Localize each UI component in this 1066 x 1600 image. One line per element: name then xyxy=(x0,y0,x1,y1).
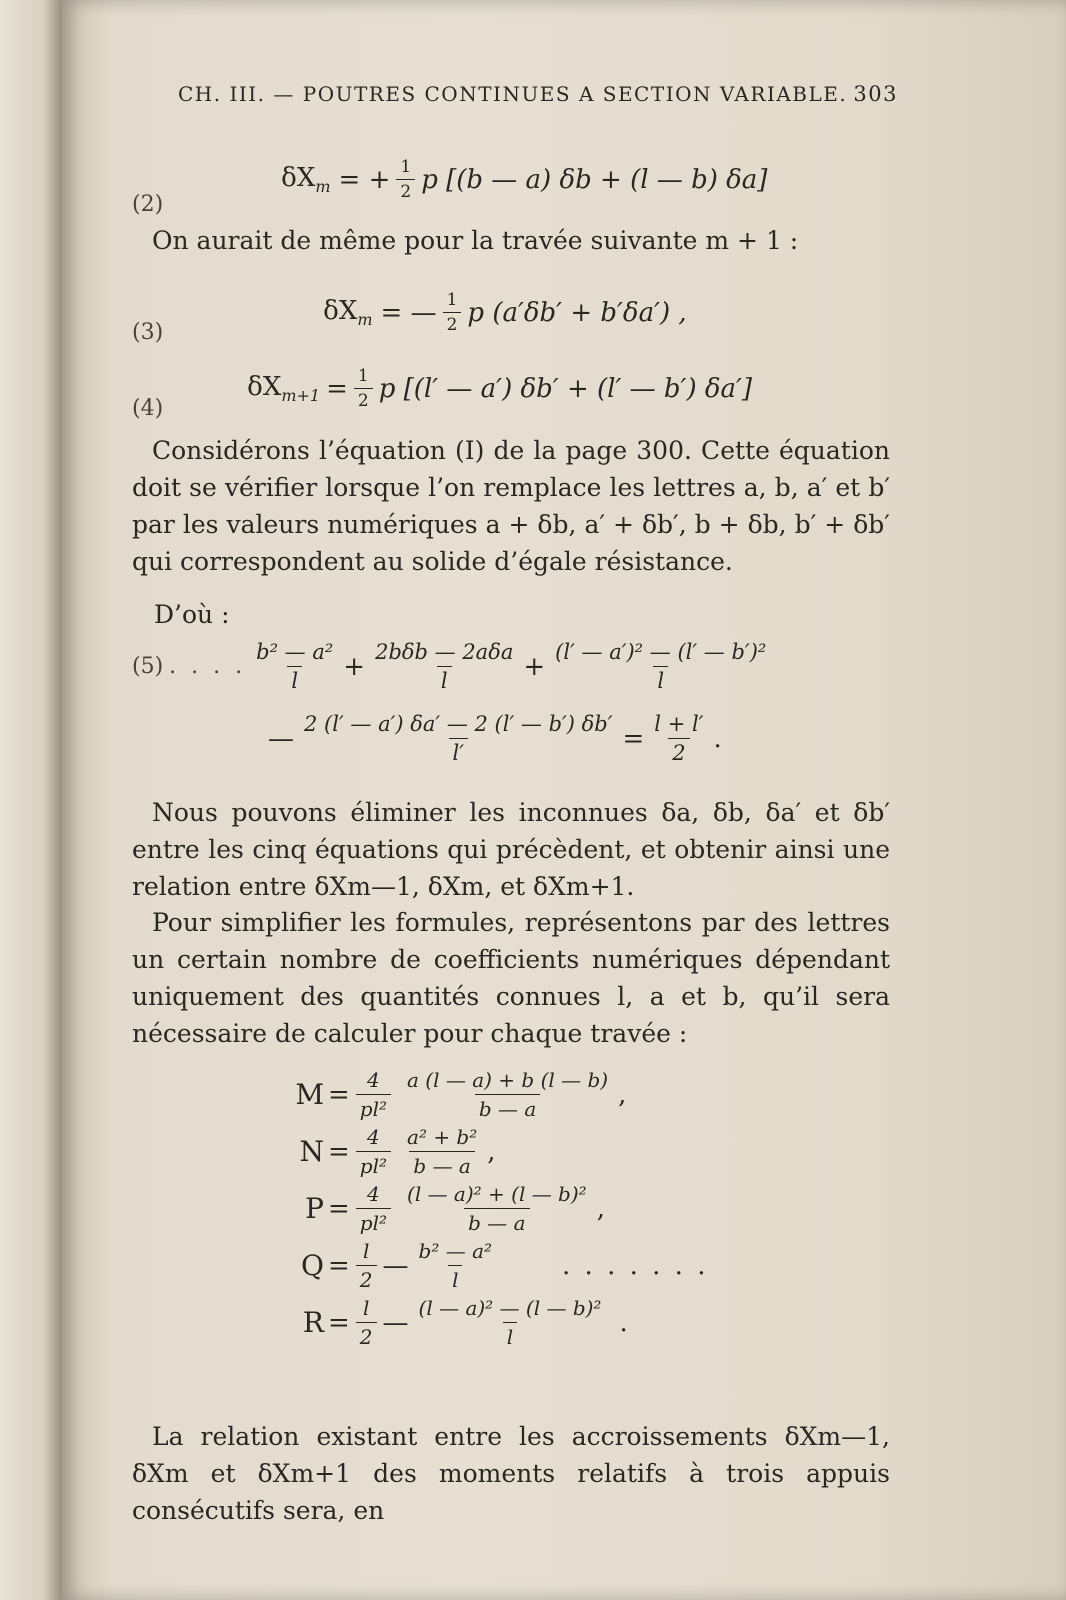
period: . xyxy=(713,723,722,754)
fraction: $\frac{1}{2}$ xyxy=(443,290,462,335)
equation-rhs: p [(b — a) δb + (l — b) δa] xyxy=(421,164,768,195)
definition-row: P = $\frac{4}{\text{pl²}}$ $\frac{\text{(l — a)² + (l — b)²}}{b — a}$ , xyxy=(305,1182,605,1235)
fraction: $\frac{4}{\text{pl²}}$ xyxy=(356,1125,391,1178)
fraction: $\frac{l}{2}$ xyxy=(356,1239,377,1292)
plus-sign: + xyxy=(523,651,546,682)
plus-sign: + xyxy=(343,651,366,682)
equation-3 xyxy=(132,280,687,345)
equals-sign: = xyxy=(622,723,645,754)
previous-page-edge xyxy=(0,0,62,1600)
fraction: $\frac{\text{(l′ — a′)² — (l′ — b′)²}}{l}$ xyxy=(555,640,767,693)
paragraph: La relation existant entre les accroissements δXm—1, δXm et δXm+1 des moments relatifs à trois appuis consécutifs sera, en xyxy=(132,1422,890,1525)
equation-4 xyxy=(132,356,752,421)
definition-row: N = $\frac{4}{\text{pl²}}$ $\frac{\text{a² + b²}}{b — a}$ , xyxy=(299,1125,496,1178)
paragraph: On aurait de même pour la travée suivante m + 1 : xyxy=(152,226,799,255)
paragraph: Considérons l’équation (I) de la page 300. Cette équation doit se vérifier lorsque l’on remplace les lettres a, b, a′ et b′ par les valeurs numériques a + δb, a′ + δb′, b + δb, b′ + δb′ qui correspondent au solide d’égale résistance. xyxy=(132,436,890,576)
fraction: $\frac{\text{a² + b²}}{b — a}$ xyxy=(407,1125,478,1178)
running-header xyxy=(178,82,898,106)
minus-sign: — xyxy=(268,723,294,754)
definition-row: Q = $\frac{l}{2}$ — $\frac{\text{b² — a²}}{l}$ . . . . . . . xyxy=(301,1239,709,1292)
fraction: $\frac{l}{2}$ xyxy=(356,1296,377,1349)
dou-label: D’où : xyxy=(154,600,230,629)
page-number: 303 xyxy=(853,82,898,106)
equation-sign: = + xyxy=(338,164,391,195)
equation-5-continued xyxy=(268,712,722,765)
fraction: $\frac{l + l'}{2}$ xyxy=(654,712,704,765)
equation-lhs: $\delta X_m$ xyxy=(323,295,373,330)
equation-number: (3) xyxy=(132,320,164,345)
equation-rhs: p (a′δb′ + b′δa′) , xyxy=(467,297,687,328)
fraction: $\frac{1}{2}$ xyxy=(354,366,373,411)
equation-number: (4) xyxy=(132,396,164,421)
definition-row: M = $\frac{4}{\text{pl²}}$ $\frac{a (l — a) + b (l — b)}{b — a}$ , xyxy=(295,1068,627,1121)
equation-sign: = — xyxy=(380,297,437,328)
equation-number: (5) xyxy=(132,654,164,679)
equation-number: (2) xyxy=(132,192,164,217)
equation-lhs: $\delta X_{m+1}$ xyxy=(247,371,321,406)
fraction: $\frac{\text{2bδb — 2aδa}}{l}$ xyxy=(375,640,514,693)
fraction: $\frac{\text{b² — a²}}{l}$ xyxy=(256,640,334,693)
equation-lhs: $\delta X_m$ xyxy=(281,162,331,197)
fraction: $\frac{4}{\text{pl²}}$ xyxy=(356,1068,391,1121)
equation-sign: = xyxy=(326,373,348,404)
equation-5 xyxy=(132,640,776,693)
definition-row: R = $\frac{l}{2}$ — $\frac{\text{(l — a)² — (l — b)²}}{l}$ . xyxy=(302,1296,628,1349)
leader-dots: . . . . xyxy=(169,654,247,679)
equation-2 xyxy=(132,142,767,217)
header-title: CH. III. — POUTRES CONTINUES A SECTION VARIABLE. xyxy=(178,82,848,106)
paragraph: Nous pouvons éliminer les inconnues δa, δb, δa′ et δb′ entre les cinq équations qui précèdent, et obtenir ainsi une relation entre δXm—1, δXm, et δXm+1. xyxy=(132,798,890,901)
equation-rhs: p [(l′ — a′) δb′ + (l′ — b′) δa′] xyxy=(378,373,753,404)
fraction: $\frac{a (l — a) + b (l — b)}{b — a}$ xyxy=(407,1068,609,1121)
fraction: $\frac{\text{(l — a)² — (l — b)²}}{l}$ xyxy=(418,1296,602,1349)
fraction: $\frac{\text{(l — a)² + (l — b)²}}{b — a}$ xyxy=(407,1182,587,1235)
coefficient-definitions xyxy=(282,1068,708,1353)
fraction: $\frac{\text{b² — a²}}{l}$ xyxy=(418,1239,493,1292)
fraction: $\frac{4}{\text{pl²}}$ xyxy=(356,1182,391,1235)
fraction: $\frac{2 (l' — a') \delta a' — 2 (l' — b') \delta b'}{l'}$ xyxy=(304,712,613,765)
paragraph: Pour simplifier les formules, représentons par des lettres un certain nombre de coefficients numériques dépendant uniquement des quantités connues l, a et b, qu’il sera nécessaire de calculer pour chaque travée : xyxy=(132,908,890,1048)
fraction: $\frac{1}{2}$ xyxy=(396,157,415,202)
